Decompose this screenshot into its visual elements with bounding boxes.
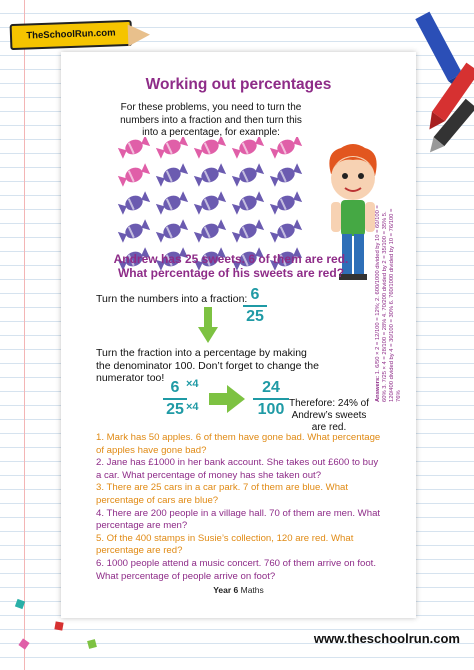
- website-url[interactable]: www.theschoolrun.com: [313, 631, 460, 646]
- sweet-icon: [269, 137, 302, 160]
- sweet-icon: [155, 162, 188, 187]
- fraction-6-25-scaled: [163, 379, 187, 419]
- fraction-bar: [253, 398, 289, 400]
- down-arrow-icon: [198, 307, 218, 343]
- answers-label: Answers:: [375, 375, 381, 402]
- year-number: Year 6: [213, 585, 239, 595]
- question-line: Andrew has 25 sweets. 6 of them are red.: [113, 252, 349, 266]
- sweet-icon: [117, 218, 150, 243]
- answers-text: [375, 202, 403, 402]
- answers-content: 1. 6/50 × 2 = 12/100 = 12%; 2. 600/1000 divided by 10 = 60/100 = 60% 3. 7/25 × 4 = 28/100 = 28% 4. 70/200 divided by 2 = 35/100 = 35% 5. 120/400 divided by 4 = 30/100 = 30% 6. 760/1000 divided by 10 = 76/100 = 76%: [375, 205, 402, 402]
- sweet-icon: [269, 218, 302, 243]
- sweet-icon: [269, 162, 302, 187]
- sweet-icon: [231, 137, 264, 160]
- sweet-icon: [155, 137, 188, 160]
- worksheet-title: Working out percentages: [145, 76, 332, 93]
- fraction-6-25: [243, 286, 267, 326]
- year-subject: Maths: [238, 585, 264, 595]
- problem-item: 5. Of the 400 stamps in Susie’s collection, 120 are red. What percentage are red?: [96, 532, 354, 557]
- sweet-icon: [193, 218, 226, 243]
- fraction-denominator: 25: [246, 308, 264, 325]
- sweet-icon: [231, 190, 264, 215]
- example-question: [96, 252, 366, 280]
- confetti-square: [18, 638, 29, 649]
- sweet-icon: [117, 162, 150, 187]
- sweet-icon: [231, 218, 264, 243]
- margin-line: [24, 0, 25, 670]
- step2-text: Turn the fraction into a percentage by making the denominator 100. Don’t forget to change the numerator too!: [96, 347, 319, 384]
- fraction-denominator: 25: [166, 401, 184, 418]
- sweet-icon: [231, 162, 264, 187]
- right-arrow-icon: [209, 385, 245, 413]
- answers-box: [375, 202, 405, 402]
- confetti-square: [87, 639, 97, 649]
- pencil-tip-decoration: [128, 24, 151, 47]
- fraction-numerator: 24: [262, 379, 280, 396]
- brand-logo: TheSchoolRun.com: [10, 20, 133, 50]
- sweet-icon: [193, 162, 226, 187]
- year-label: [61, 585, 416, 595]
- sweet-icon: [155, 190, 188, 215]
- question-line: What percentage of his sweets are red?: [117, 266, 345, 280]
- worksheet: [61, 52, 416, 618]
- multiplier-numerator: ×4: [186, 378, 199, 390]
- fraction-numerator: 6: [250, 286, 260, 303]
- therefore-text: Therefore: 24% of Andrew’s sweets are red.: [288, 398, 370, 433]
- fraction-numerator: 6: [170, 379, 180, 396]
- problem-item: 4. There are 200 people in a village hall. 70 of them are men. What percentage are men?: [96, 507, 381, 532]
- multiplier-denominator: ×4: [186, 401, 199, 413]
- problem-item: 2. Jane has £1000 in her bank account. She takes out £600 to buy a car. What percentage of money has she taken out?: [96, 457, 379, 481]
- fraction-denominator: 100: [257, 401, 285, 418]
- fraction-24-100: [253, 379, 289, 419]
- problem-list: [96, 432, 386, 583]
- confetti-square: [54, 621, 63, 630]
- step1-text: Turn the numbers into a fraction:: [96, 293, 248, 305]
- sweet-icon: [155, 218, 188, 243]
- sweet-icon: [193, 137, 226, 160]
- sweet-icon: [193, 190, 226, 215]
- problem-item: 6. 1000 people attend a music concert. 760 of them arrive on foot. What percentage of people arrive on foot?: [96, 557, 376, 582]
- intro-text: For these problems, you need to turn the numbers into a fraction and then turn this into a percentage, for example:: [120, 102, 302, 138]
- problem-item: 1. Mark has 50 apples. 6 of them have gone bad. What percentage of apples have gone bad?: [96, 432, 381, 456]
- sweet-icon: [269, 190, 302, 215]
- sweet-icon: [117, 190, 150, 215]
- problem-item: 3. There are 25 cars in a car park. 7 of them are blue. What percentage of cars are blue?: [96, 482, 349, 506]
- fraction-bar: [243, 305, 267, 307]
- fraction-bar: [163, 398, 187, 400]
- sweet-icon: [117, 137, 150, 160]
